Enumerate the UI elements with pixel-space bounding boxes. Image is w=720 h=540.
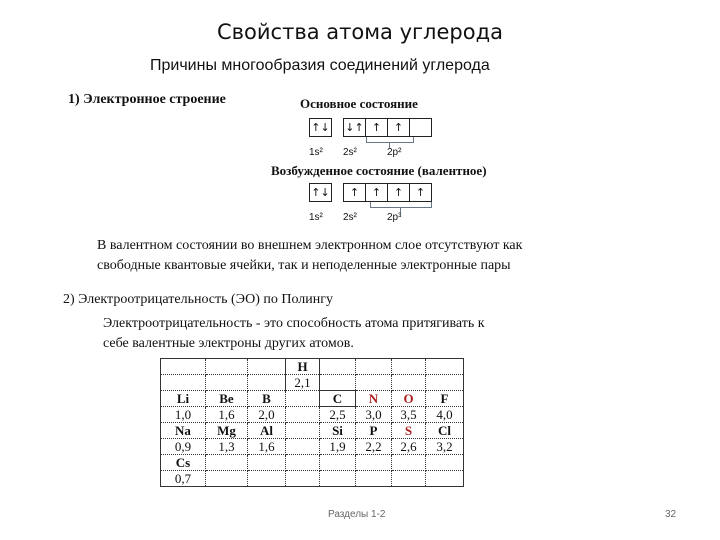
table-row <box>161 423 464 439</box>
table-cell: 3,0 <box>356 407 392 423</box>
table-cell <box>248 359 286 375</box>
orbital-cell: ↑↓ <box>311 121 330 134</box>
table-row <box>161 375 464 391</box>
table-cell <box>206 455 248 471</box>
table-cell <box>286 407 320 423</box>
table-cell <box>356 359 392 375</box>
table-cell: Cl <box>426 423 464 439</box>
text-line: себе валентные электроны других атомов. <box>103 336 354 351</box>
table-cell: 0,7 <box>161 471 206 487</box>
table-cell: Li <box>161 391 206 407</box>
table-cell <box>248 471 286 487</box>
electronegativity-definition <box>103 314 485 354</box>
table-row <box>161 359 464 375</box>
table-cell: 0,9 <box>161 439 206 455</box>
table-cell <box>248 375 286 391</box>
table-row <box>161 455 464 471</box>
table-cell <box>392 471 426 487</box>
table-cell: 2,0 <box>248 407 286 423</box>
excited-1s-box <box>309 183 332 202</box>
table-cell <box>426 375 464 391</box>
table-cell: 3,2 <box>426 439 464 455</box>
footer-section: Разделы 1-2 <box>328 509 386 520</box>
label-1s: 1s² <box>309 212 323 223</box>
table-cell <box>286 423 320 439</box>
table-cell: P <box>356 423 392 439</box>
table-cell: O <box>392 391 426 407</box>
table-cell <box>356 471 392 487</box>
table-cell: H <box>286 359 320 375</box>
table-cell <box>426 359 464 375</box>
electronegativity-table <box>160 358 464 487</box>
orbital-cell: ↑↓ <box>311 186 330 199</box>
text-line: В валентном состоянии во внешнем электронном слое отсутствуют как <box>97 238 523 253</box>
table-cell: Si <box>320 423 356 439</box>
table-cell: Cs <box>161 455 206 471</box>
orbital-cell <box>410 119 431 136</box>
table-cell: B <box>248 391 286 407</box>
table-cell: F <box>426 391 464 407</box>
table-cell <box>356 455 392 471</box>
table-cell <box>206 471 248 487</box>
label-2s: 2s² <box>343 147 357 158</box>
table-cell <box>392 359 426 375</box>
page-number: 32 <box>665 509 677 520</box>
orbital-cell: ↑ <box>415 186 426 199</box>
label-2p: 2p³ <box>387 212 402 223</box>
table-cell <box>161 375 206 391</box>
label-2p: 2p² <box>387 147 402 158</box>
label-2s: 2s² <box>343 212 357 223</box>
ground-2s2p-box <box>343 118 432 137</box>
table-row <box>161 407 464 423</box>
table-cell: Na <box>161 423 206 439</box>
table-row <box>161 391 464 407</box>
table-cell: 1,6 <box>206 407 248 423</box>
table-row <box>161 439 464 455</box>
text-line: Электроотрицательность - это способность атома притягивать к <box>103 316 485 331</box>
table-cell: Be <box>206 391 248 407</box>
text-line: свободные квантовые ячейки, так и неподеленные электронные пары <box>97 258 511 273</box>
excited-2s2p-box <box>343 183 432 202</box>
table-cell <box>206 359 248 375</box>
table-cell <box>356 375 392 391</box>
valence-note <box>97 236 522 276</box>
slide-title: Свойства атома углерода <box>217 20 503 44</box>
table-cell <box>320 471 356 487</box>
orbital-cell: ↑ <box>344 184 366 201</box>
section-electronegativity: 2) Электроотрицательность (ЭО) по Полингу <box>63 292 334 307</box>
table-cell <box>286 439 320 455</box>
table-cell <box>320 359 356 375</box>
table-cell: Al <box>248 423 286 439</box>
table-cell <box>392 455 426 471</box>
orbital-cell: ↑ <box>366 119 388 136</box>
table-cell <box>426 471 464 487</box>
label-1s: 1s² <box>309 147 323 158</box>
table-cell <box>286 471 320 487</box>
2p-bracket <box>366 137 414 143</box>
table-cell: 2,2 <box>356 439 392 455</box>
table-cell <box>161 359 206 375</box>
table-cell <box>248 455 286 471</box>
table-cell: N <box>356 391 392 407</box>
excited-state-heading: Возбужденное состояние (валентное) <box>271 163 487 178</box>
ground-1s-box <box>309 118 332 137</box>
table-cell: 4,0 <box>426 407 464 423</box>
orbital-cell: ↑ <box>388 119 410 136</box>
table-cell <box>206 375 248 391</box>
orbital-cell: ↑ <box>388 184 410 201</box>
table-cell <box>320 375 356 391</box>
table-cell: 2,6 <box>392 439 426 455</box>
table-cell <box>286 391 320 407</box>
table-cell: 1,6 <box>248 439 286 455</box>
table-cell: 1,3 <box>206 439 248 455</box>
table-cell: Mg <box>206 423 248 439</box>
section-electronic-structure: 1) Электронное строение <box>68 92 226 107</box>
table-cell: C <box>320 391 356 407</box>
table-row <box>161 471 464 487</box>
table-cell: 2,5 <box>320 407 356 423</box>
table-cell <box>320 455 356 471</box>
2p-bracket <box>370 202 432 208</box>
slide-subtitle: Причины многообразия соединений углерода <box>150 57 490 74</box>
orbital-cell: ↑ <box>366 184 388 201</box>
table-cell <box>286 455 320 471</box>
table-cell <box>426 455 464 471</box>
ground-state-heading: Основное состояние <box>300 96 418 111</box>
table-cell <box>392 375 426 391</box>
table-cell: 1,0 <box>161 407 206 423</box>
table-cell: 2,1 <box>286 375 320 391</box>
table-cell: 3,5 <box>392 407 426 423</box>
table-cell: 1,9 <box>320 439 356 455</box>
orbital-cell: ↓↑ <box>344 119 366 136</box>
table-cell: S <box>392 423 426 439</box>
